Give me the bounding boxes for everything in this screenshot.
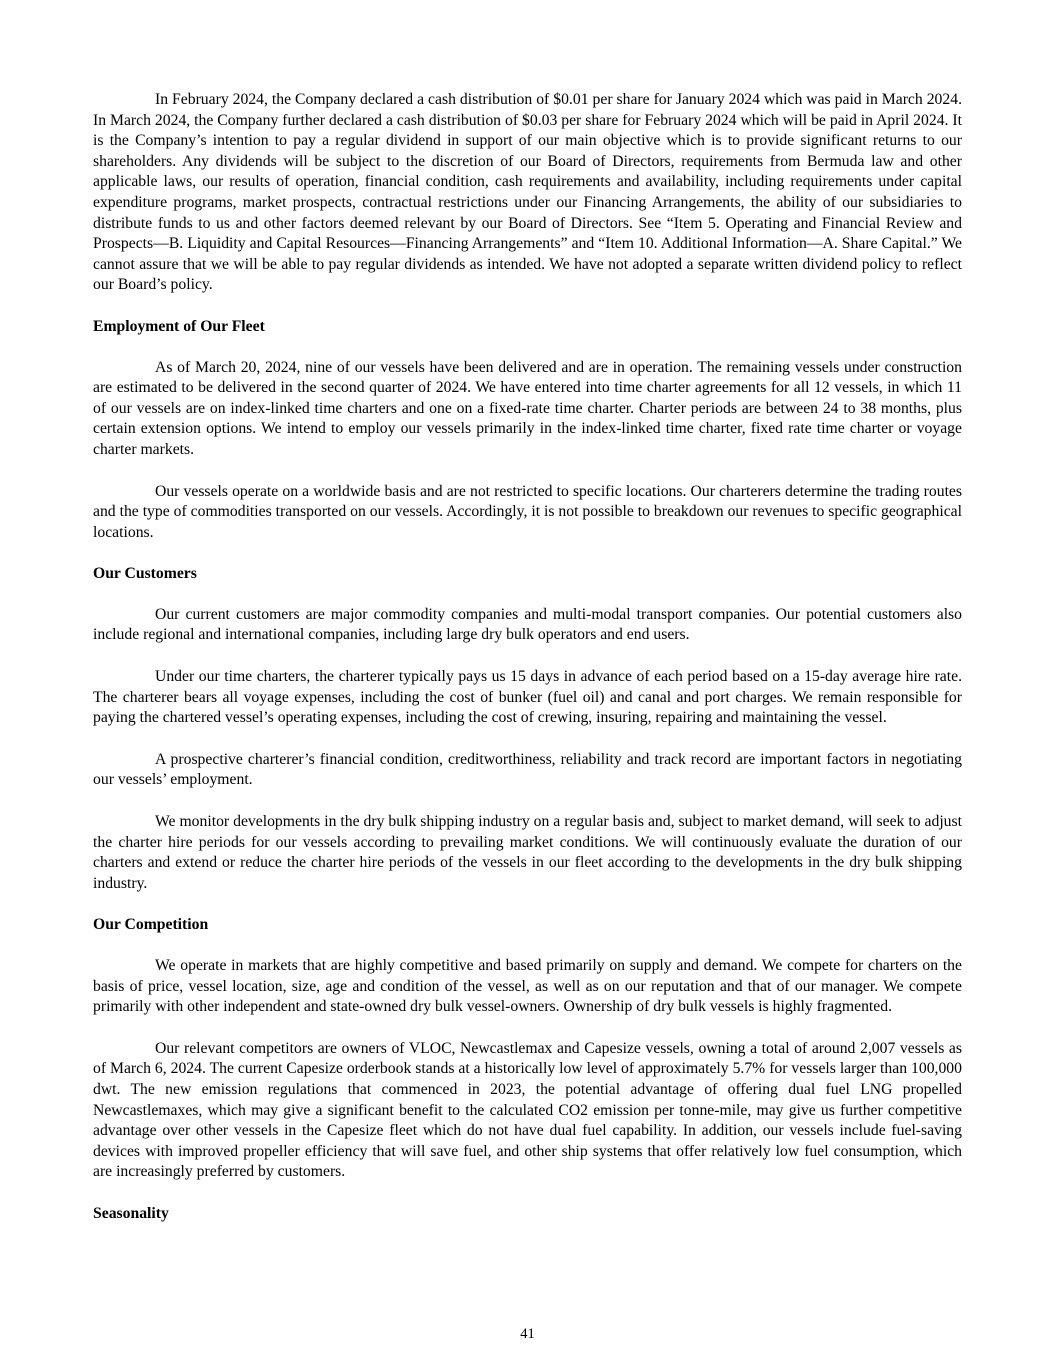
paragraph-time-charter-terms: Under our time charters, the charterer typically pays us 15 days in advance of each period based on a 15-day average hire rate. The charterer bears all voyage expenses, including the cost of bunker (fuel oil) and canal and port charges. We remain responsible for paying the chartered vessel’s operating expenses, including the cost of crewing, insuring, repairing and maintaining the vessel. [93,668,962,727]
heading-employment-of-our-fleet: Employment of Our Fleet [93,317,265,335]
paragraph-competitive-markets: We operate in markets that are highly competitive and based primarily on supply and demand. We compete for charters on the basis of price, vessel location, size, age and condition of the vessel, as well as on our reputation and that of our manager. We compete primarily with other independent and state-owned dry bulk vessel-owners. Ownership of dry bulk vessels is highly fragmented. [93,957,962,1016]
heading-our-competition: Our Competition [93,916,209,934]
paragraph-worldwide-operations: Our vessels operate on a worldwide basis and are not restricted to specific locations. Our charterers determine the trading routes and the type of commodities transported on our vessels. Accordingly, it is not possible to breakdown our revenues to specific geographical locations. [93,482,962,541]
paragraph-charterer-creditworthiness: A prospective charterer’s financial condition, creditworthiness, reliability and track record are important factors in negotiating our vessels’ employment. [93,750,962,789]
paragraph-dividend-distributions: In February 2024, the Company declared a cash distribution of $0.01 per share for January 2024 which was paid in March 2024. In March 2024, the Company further declared a cash distribution of $0.03 per share for February 2024 which will be paid in April 2024. It is the Company’s intention to pay a regular dividend in support of our main objective which is to provide significant returns to our shareholders. Any dividends will be subject to the discretion of our Board of Directors, requirements from Bermuda law and other applicable laws, our results of operation, financial condition, cash requirements and availability, including requirements under capital expenditure programs, market prospects, contractual restrictions under our Financing Arrangements, the ability of our subsidiaries to distribute funds to us and other factors deemed relevant by our Board of Directors. See “Item 5. Operating and Financial Review and Prospects—B. Liquidity and Capital Resources—Financing Arrangements” and “Item 10. Additional Information—A. Share Capital.” We cannot assure that we will be able to pay regular dividends as intended. We have not adopted a separate written dividend policy to reflect our Board’s policy. [93,91,962,294]
paragraph-market-monitoring: We monitor developments in the dry bulk shipping industry on a regular basis and, subject to market demand, will seek to adjust the charter hire periods for our vessels according to prevailing market conditions. We will continuously evaluate the duration of our charters and extend or reduce the charter hire periods of the vessels in our fleet according to the developments in the dry bulk shipping industry. [93,813,962,892]
paragraph-relevant-competitors: Our relevant competitors are owners of VLOC, Newcastlemax and Capesize vessels, owning a total of around 2,007 vessels as of March 6, 2024. The current Capesize orderbook stands at a historically low level of approximately 5.7% for vessels larger than 100,000 dwt. The new emission regulations that commenced in 2023, the potential advantage of offering dual fuel LNG propelled Newcastlemaxes, which may give a significant benefit to the calculated CO2 emission per tonne-mile, may give us further competitive advantage over other vessels in the Capesize fleet which do not have dual fuel capability. In addition, our vessels include fuel-saving devices with improved propeller efficiency that will save fuel, and other ship systems that offer relatively low fuel consumption, which are increasingly preferred by customers. [93,1039,962,1181]
paragraph-fleet-delivery-and-charters: As of March 20, 2024, nine of our vessels have been delivered and are in operation. The remaining vessels under construction are estimated to be delivered in the second quarter of 2024. We have entered into time charter agreements for all 12 vessels, in which 11 of our vessels are on index-linked time charters and one on a fixed-rate time charter. Charter periods are between 24 to 38 months, plus certain extension options. We intend to employ our vessels primarily in the index-linked time charter, fixed rate time charter or voyage charter markets. [93,358,962,458]
paragraph-current-customers: Our current customers are major commodity companies and multi-modal transport companies. Our potential customers also include regional and international companies, including large dry bulk operators and end users. [93,605,962,644]
page-number: 41 [520,1326,535,1342]
heading-seasonality: Seasonality [93,1204,169,1222]
page-body [93,90,962,1245]
heading-our-customers: Our Customers [93,565,197,583]
